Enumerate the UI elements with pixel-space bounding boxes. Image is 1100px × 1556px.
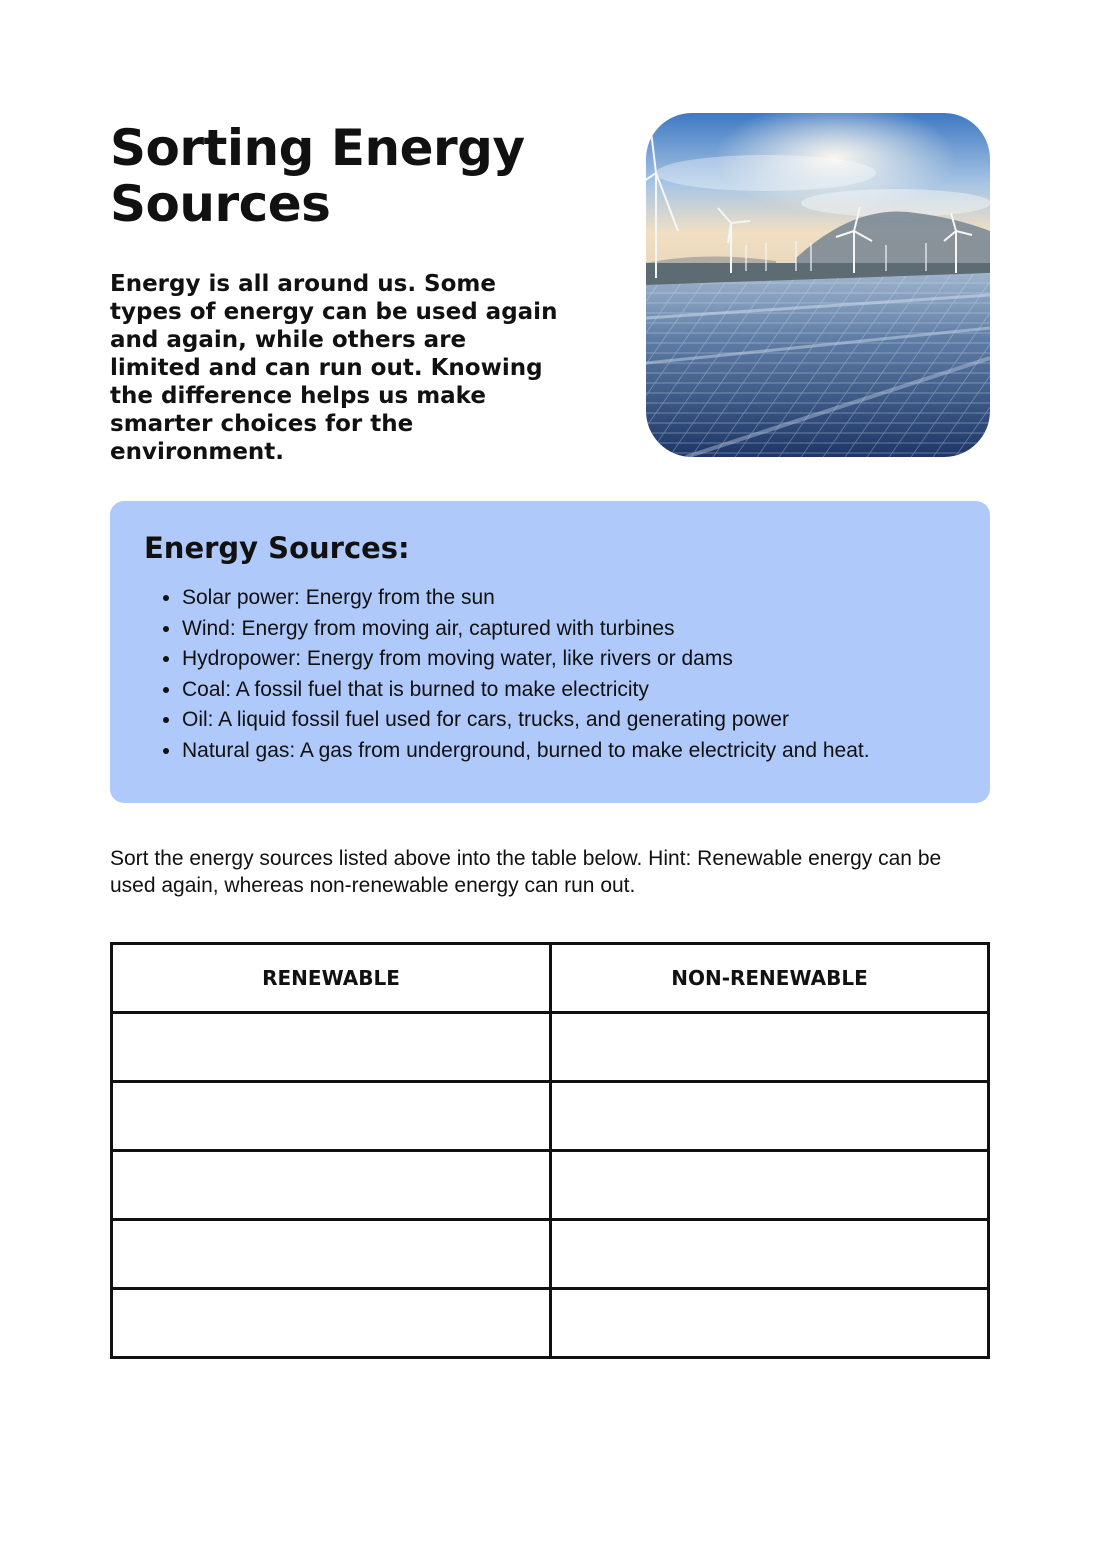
renewable-answer-cell[interactable] — [112, 1082, 551, 1151]
table-row — [112, 1013, 989, 1082]
list-item: • Wind: Energy from moving air, captured with turbines — [182, 614, 956, 645]
page-title: Sorting Energy Sources — [110, 119, 525, 233]
non-renewable-answer-cell[interactable] — [551, 1289, 989, 1358]
non-renewable-header: NON-RENEWABLE — [551, 944, 989, 1013]
solar-wind-farm-image — [646, 113, 990, 457]
non-renewable-answer-cell[interactable] — [551, 1151, 989, 1220]
non-renewable-answer-cell[interactable] — [551, 1013, 989, 1082]
energy-sources-box — [110, 501, 990, 803]
table-row — [112, 1082, 989, 1151]
energy-sources-list — [144, 583, 956, 766]
table-row — [112, 1289, 989, 1358]
sorting-instructions: Sort the energy sources listed above into the table below. Hint: Renewable energy can be used again, whereas non-renewable energy can run out. — [110, 847, 942, 897]
list-item: • Oil: A liquid fossil fuel used for cars, trucks, and generating power — [182, 705, 956, 736]
table-header-row — [112, 944, 989, 1013]
non-renewable-answer-cell[interactable] — [551, 1082, 989, 1151]
table-row — [112, 1220, 989, 1289]
energy-sources-heading: Energy Sources: — [144, 531, 410, 565]
renewable-answer-cell[interactable] — [112, 1013, 551, 1082]
renewable-answer-cell[interactable] — [112, 1151, 551, 1220]
table-row — [112, 1151, 989, 1220]
renewable-answer-cell[interactable] — [112, 1289, 551, 1358]
intro-paragraph: Energy is all around us. Some types of energy can be used again and again, while others are limited and can run out. Knowing the difference helps us make smarter choices for the environment. — [110, 271, 558, 465]
renewable-answer-cell[interactable] — [112, 1220, 551, 1289]
non-renewable-answer-cell[interactable] — [551, 1220, 989, 1289]
list-item: • Solar power: Energy from the sun — [182, 583, 956, 614]
list-item: • Hydropower: Energy from moving water, like rivers or dams — [182, 644, 956, 675]
sorting-table — [110, 942, 990, 1359]
list-item: • Natural gas: A gas from underground, burned to make electricity and heat. — [182, 736, 956, 767]
renewable-header: RENEWABLE — [112, 944, 551, 1013]
list-item: • Coal: A fossil fuel that is burned to make electricity — [182, 675, 956, 706]
